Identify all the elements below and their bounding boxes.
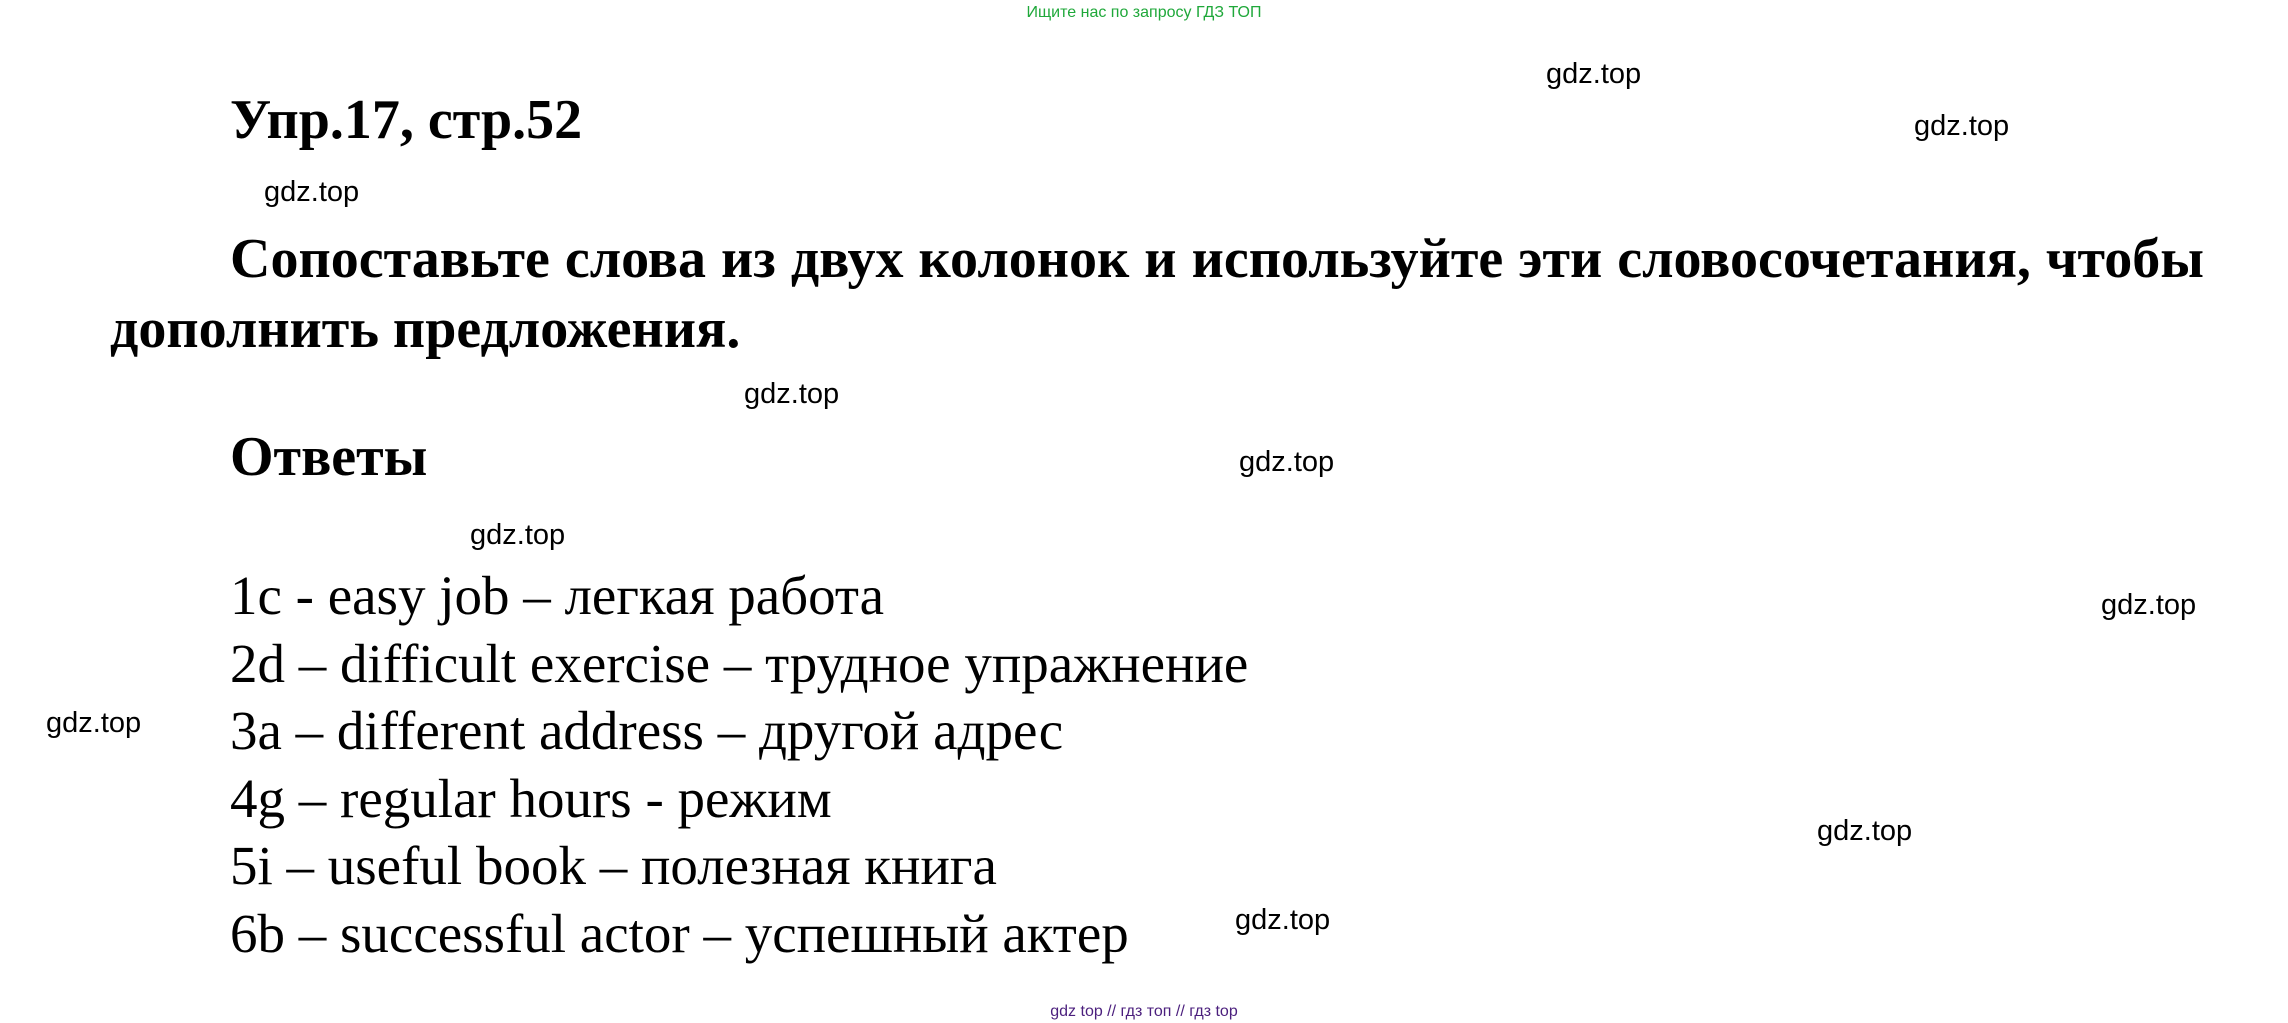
watermark: gdz.top	[1235, 904, 1331, 936]
footer-separator: //	[1171, 1003, 1190, 1020]
watermark: gdz.top	[2101, 589, 2197, 621]
watermark: gdz.top	[46, 707, 142, 739]
footer-link-gdz-top-ru[interactable]: гдз топ	[1120, 1003, 1172, 1020]
footer-link-gdz-top-mixed[interactable]: гдз top	[1189, 1003, 1238, 1020]
answers-list	[230, 562, 1248, 967]
exercise-title: Упр.17, стр.52	[230, 89, 583, 151]
answer-item: 4g – regular hours - режим	[230, 767, 832, 829]
banner-text: Ищите нас по запросу ГДЗ ТОП	[1026, 4, 1262, 21]
watermark: gdz.top	[1817, 815, 1913, 847]
footer-links	[0, 1003, 2288, 1021]
task-text: Сопоставьте слова из двух колонок и используйте эти словосочетания, чтобы дополнить предложения.	[110, 228, 2204, 360]
footer-separator: //	[1102, 1003, 1121, 1020]
answers-heading: Ответы	[230, 426, 428, 488]
answer-item: 5i – useful book – полезная книга	[230, 835, 997, 896]
watermark: gdz.top	[470, 519, 566, 551]
answer-item: 1c - easy job – легкая работа	[230, 565, 885, 626]
watermark: gdz.top	[1546, 58, 1642, 90]
answer-item: 6b – successful actor – успешный актер	[230, 902, 1129, 964]
watermark: gdz.top	[1914, 110, 2010, 142]
watermark: gdz.top	[264, 176, 360, 208]
answer-item: 3a – different address – другой адрес	[230, 700, 1064, 761]
top-banner	[0, 4, 2288, 22]
watermark: gdz.top	[744, 378, 840, 410]
footer-link-gdz-top[interactable]: gdz top	[1050, 1003, 1103, 1020]
watermark: gdz.top	[1239, 446, 1335, 478]
answer-item: 2d – difficult exercise – трудное упражнение	[230, 632, 1249, 694]
